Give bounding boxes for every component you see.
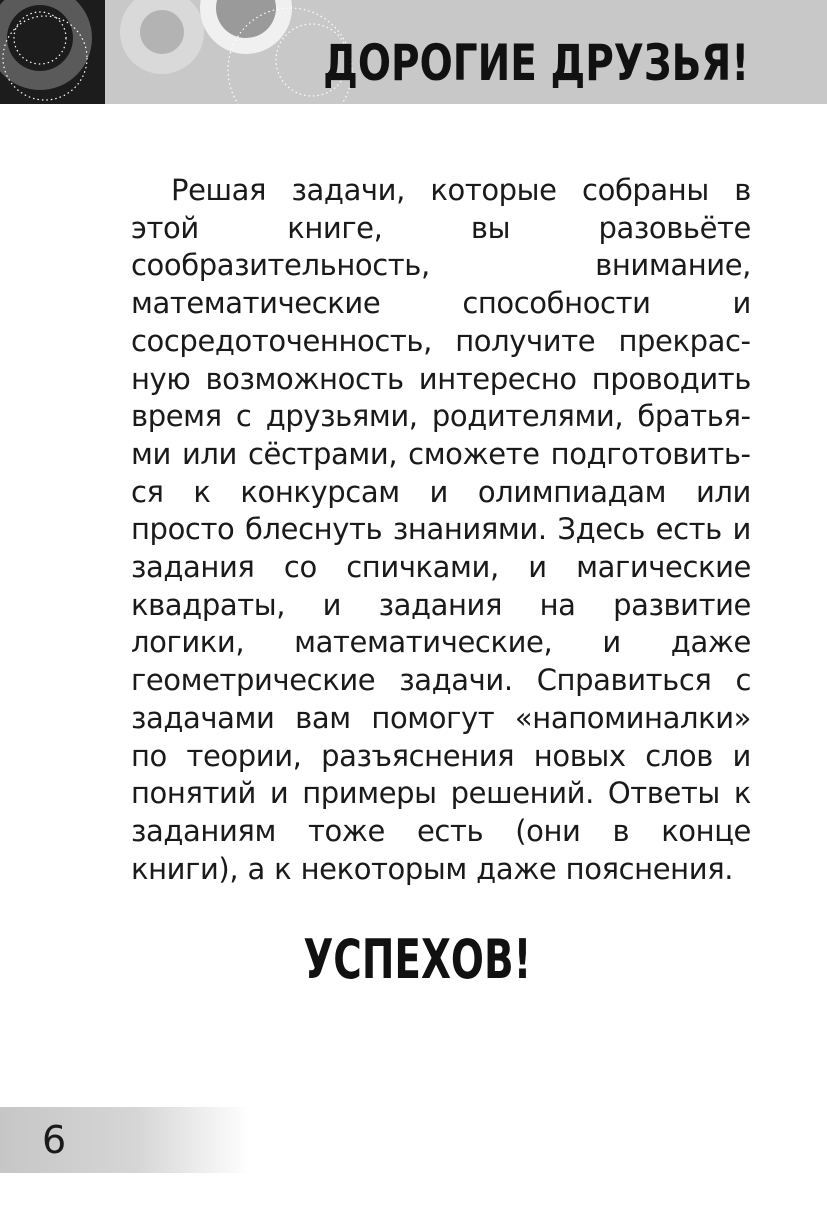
dark-inner-circle [7, 5, 73, 71]
intro-paragraph: Решая задачи, которые собраны в этой книге, вы разовьёте сообразительность, внимание, математические способности и сосредоточенность, получите прекрасную возможность интересно проводить время с друзьями, родителями, братьями или сёстрами, сможете подготовиться к конкурсам и олимпиадам или просто блеснуть знаниями. Здесь есть и задания со спичками, и магические квадраты, и задания на развитие логики, математические, и даже геометрические задачи. Справиться с задачами вам помогут «напоминалки» по теории, разъяснения новых слов и понятий и примеры решений. Ответы к заданиям тоже есть (они в конце книги), а к некоторым даже пояснения. [131, 173, 751, 886]
page-title: ДОРОГИЕ ДРУЗЬЯ! [323, 34, 749, 92]
page-number-band [0, 1107, 250, 1173]
closing-exclamation [0, 925, 827, 995]
light-inner-circle [140, 10, 184, 54]
closing-text: УСПЕХОВ! [303, 928, 532, 991]
page-number: 6 [42, 1118, 67, 1162]
header-band [0, 0, 827, 104]
